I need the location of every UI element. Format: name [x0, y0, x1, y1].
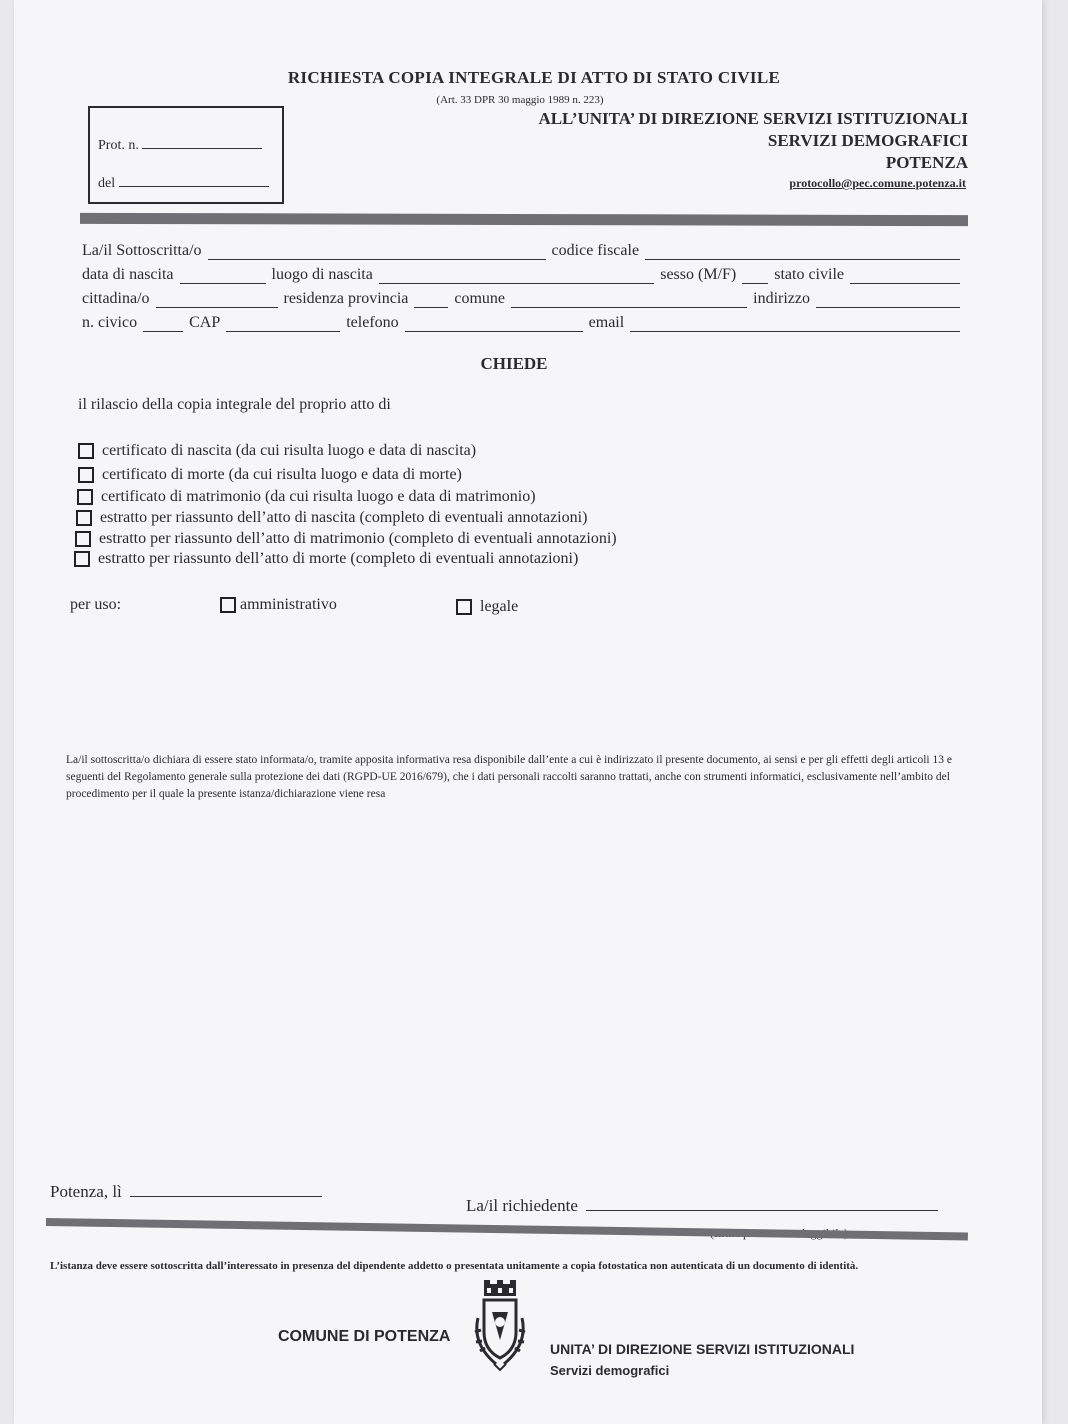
data-nascita-input[interactable] — [180, 269, 266, 284]
sottoscritto-input[interactable] — [208, 245, 546, 260]
footer-unit: UNITA’ DI DIREZIONE SERVIZI ISTITUZIONALI — [550, 1341, 855, 1357]
option-certificato-morte[interactable]: certificato di morte (da cui risulta luogo e data di morte) — [78, 466, 462, 484]
checkbox[interactable] — [74, 551, 90, 567]
addressee-line-3: POTENZA — [885, 153, 968, 172]
protocol-number-label: Prot. n. — [98, 138, 139, 153]
comune-label: comune — [454, 290, 506, 307]
request-intro: il rilascio della copia integrale del proprio atto di — [78, 396, 391, 413]
field-row-4 — [80, 314, 964, 332]
field-row-1 — [80, 242, 964, 260]
indirizzo-label: indirizzo — [753, 290, 810, 307]
place-date-field[interactable] — [50, 1182, 322, 1202]
protocol-box — [88, 106, 284, 204]
checkbox[interactable] — [220, 597, 236, 613]
option-estratto-nascita[interactable]: estratto per riassunto dell’atto di nascita (completo di eventuali annotazioni) — [76, 509, 587, 527]
cittadinanza-label: cittadina/o — [82, 290, 150, 307]
checkbox[interactable] — [456, 599, 472, 615]
telefono-input[interactable] — [405, 317, 583, 332]
luogo-nascita-input[interactable] — [379, 269, 654, 284]
cap-label: CAP — [189, 314, 221, 331]
footer-unit-block — [550, 1338, 854, 1382]
municipality-name: COMUNE DI POTENZA — [278, 1328, 451, 1345]
form-subtitle: (Art. 33 DPR 30 maggio 1989 n. 223) — [436, 94, 604, 106]
option-estratto-morte[interactable]: estratto per riassunto dell’atto di morte (completo di eventuali annotazioni) — [74, 550, 578, 568]
option-certificato-matrimonio[interactable]: certificato di matrimonio (da cui risulta luogo e data di matrimonio) — [77, 488, 536, 506]
codice-fiscale-input[interactable] — [645, 245, 960, 260]
checkbox[interactable] — [77, 489, 93, 505]
addressee-block — [538, 108, 968, 174]
field-row-3 — [80, 290, 964, 308]
uso-amministrativo-option[interactable]: amministrativo — [220, 596, 337, 614]
protocol-number-field[interactable] — [98, 136, 262, 154]
option-certificato-nascita[interactable]: certificato di nascita (da cui risulta luogo e data di nascita) — [78, 442, 476, 460]
checkbox[interactable] — [75, 531, 91, 547]
telefono-label: telefono — [346, 314, 399, 331]
addressee-line-1: ALL’UNITA’ DI DIREZIONE SERVIZI ISTITUZIONALI — [538, 109, 968, 128]
per-uso-label: per uso: — [70, 596, 122, 613]
civico-input[interactable] — [143, 317, 183, 332]
form-title: RICHIESTA COPIA INTEGRALE DI ATTO DI STATO CIVILE — [287, 68, 781, 87]
civico-label: n. civico — [82, 314, 138, 331]
email-label: email — [588, 314, 625, 331]
requester-label: La/il richiedente — [466, 1196, 578, 1215]
uso-legale-option[interactable]: legale — [456, 598, 518, 616]
email-input[interactable] — [630, 317, 960, 332]
checkbox[interactable] — [76, 510, 92, 526]
header-divider-band — [80, 213, 968, 226]
privacy-statement: La/il sottoscritta/o dichiara di essere stato informata/o, tramite apposita informativa resa disponibile dall’ente a cui è indirizzato il presente documento, ai sensi e per gli effetti degli articoli 13 e seguenti del Regolamento generale sulla protezione dei dati (RGPD-UE 2016/679), che i dati personali raccolti saranno trattati, anche con strumenti informatici, esclusivamente nell’ambito del procedimento per il quale la presente istanza/dichiarazione viene resa — [66, 754, 952, 800]
place-date-label: Potenza, lì — [50, 1182, 122, 1201]
requester-signature-field[interactable] — [466, 1196, 938, 1216]
pec-email-link[interactable]: protocollo@pec.comune.potenza.it — [789, 176, 966, 190]
addressee-line-2: SERVIZI DEMOGRAFICI — [767, 131, 968, 150]
stato-civile-label: stato civile — [774, 266, 844, 283]
stato-civile-input[interactable] — [850, 269, 960, 284]
sesso-input[interactable] — [742, 269, 768, 284]
cap-input[interactable] — [226, 317, 340, 332]
identity-note: L’istanza deve essere sottoscritta dall’interessato in presenza del dipendente addetto o presentata unitamente a copia fotostatica non autenticata di un documento di identità. — [50, 1260, 859, 1272]
option-estratto-matrimonio[interactable]: estratto per riassunto dell’atto di matrimonio (completo di eventuali annotazioni) — [75, 530, 617, 548]
potenza-crest-icon — [470, 1278, 530, 1374]
checkbox[interactable] — [78, 467, 94, 483]
codice-fiscale-label: codice fiscale — [551, 242, 640, 259]
data-nascita-label: data di nascita — [82, 266, 174, 283]
residenza-provincia-input[interactable] — [414, 293, 448, 308]
indirizzo-input[interactable] — [816, 293, 960, 308]
cittadinanza-input[interactable] — [156, 293, 278, 308]
sesso-label: sesso (M/F) — [660, 266, 737, 283]
comune-input[interactable] — [511, 293, 747, 308]
protocol-date-label: del — [98, 176, 116, 191]
luogo-nascita-label: luogo di nascita — [271, 266, 373, 283]
field-row-2 — [80, 266, 964, 284]
footer-service: Servizi demografici — [550, 1363, 670, 1378]
sottoscritto-label: La/il Sottoscritta/o — [82, 242, 202, 259]
checkbox[interactable] — [78, 443, 94, 459]
residenza-provincia-label: residenza provincia — [283, 290, 409, 307]
chiede-heading: CHIEDE — [480, 354, 548, 373]
protocol-date-field[interactable] — [98, 174, 269, 192]
